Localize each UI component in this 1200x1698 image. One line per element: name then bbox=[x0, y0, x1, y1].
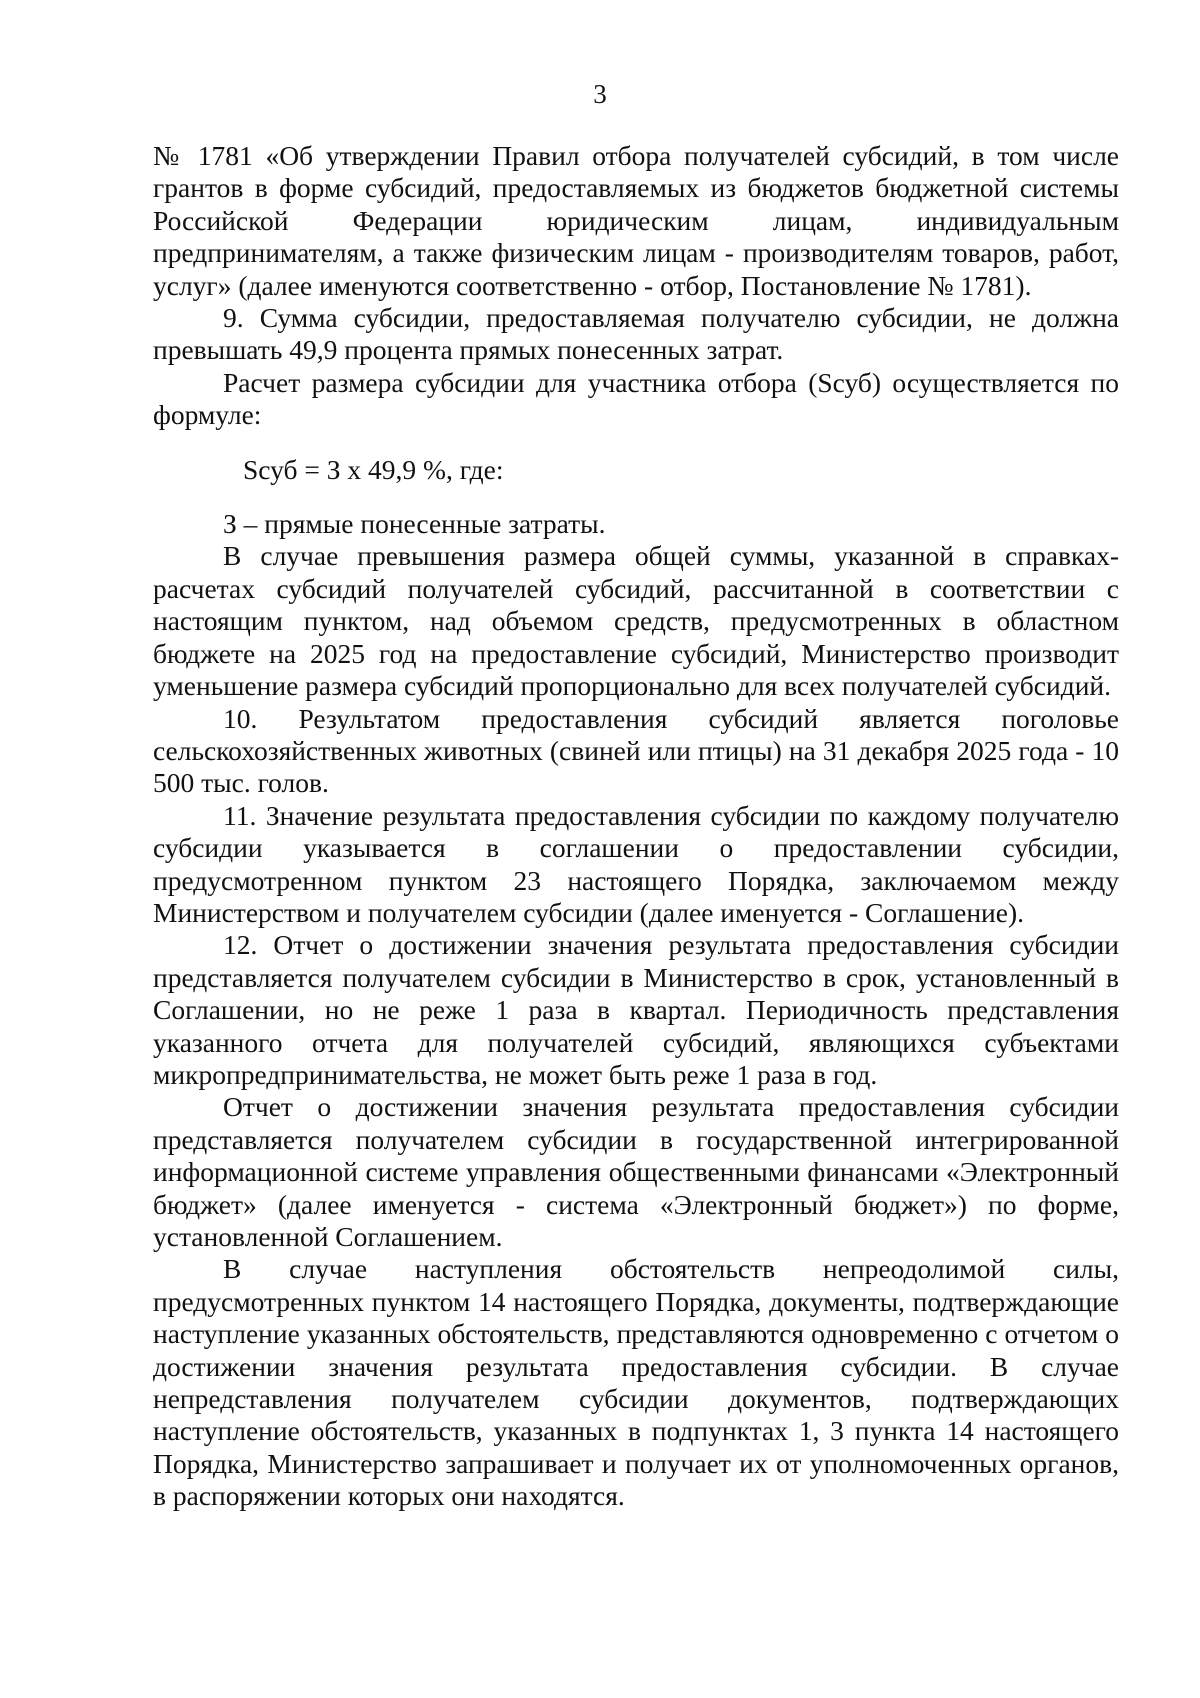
document-body bbox=[153, 140, 1119, 1513]
paragraph-item-10: 10. Результатом предоставления субсидий является поголовье сельскохозяйственных животных (свиней или птицы) на 31 декабря 2025 года - 10 500 тыс. голов. bbox=[153, 702, 1119, 799]
paragraph-force-majeure: В случае наступления обстоятельств непреодолимой силы, предусмотренных пунктом 14 настоящего Порядка, документы, подтверждающие наступление указанных обстоятельств, представляются одновременно с отчетом о достижении значения результата предоставления субсидии. В случае непредставления получателем субсидии документов, подтверждающих наступление обстоятельств, указанных в подпунктах 1, 3 пункта 14 настоящего Порядка, Министерство запрашивает и получает их от уполномоченных органов, в распоряжении которых они находятся. bbox=[153, 1253, 1119, 1512]
page-number: 3 bbox=[593, 79, 607, 109]
paragraph-item-12: 12. Отчет о достижении значения результата предоставления субсидии представляется получателем субсидии в Министерство в срок, установленный в Соглашении, но не реже 1 раза в квартал. Периодичность представления указанного отчета для получателей субсидий, являющихся субъектами микропредпринимательства, не может быть реже 1 раза в год. bbox=[153, 929, 1119, 1090]
paragraph-excess-case: В случае превышения размера общей суммы, указанной в справках-расчетах субсидий получателей субсидий, рассчитанной в соответствии с настоящим пунктом, над объемом средств, предусмотренных в областном бюджете на 2025 год на предоставление субсидий, Министерство производит уменьшение размера субсидий пропорционально для всех получателей субсидий. bbox=[153, 540, 1119, 702]
paragraph-continuation: № 1781 «Об утверждении Правил отбора получателей субсидий, в том числе грантов в форме субсидий, предоставляемых из бюджетов бюджетной системы Российской Федерации юридическим лицам, индивидуальным предпринимателям, а также физическим лицам - производителям товаров, работ, услуг» (далее именуются соответственно - отбор, Постановление № 1781). bbox=[153, 140, 1119, 301]
paragraph-item-9: 9. Сумма субсидии, предоставляемая получателю субсидии, не должна превышать 49,9 процента прямых понесенных затрат. bbox=[153, 302, 1119, 366]
paragraph-formula-definition: З – прямые понесенные затраты. bbox=[223, 508, 606, 540]
paragraph-calculation-intro: Расчет размера субсидии для участника отбора (Sсуб) осуществляется по формуле: bbox=[153, 366, 1119, 431]
subsidy-formula: Sсуб = З х 49,9 %, где: bbox=[243, 453, 504, 485]
paragraph-report-system: Отчет о достижении значения результата предоставления субсидии представляется получателем субсидии в государственной интегрированной информационной системе управления общественными финансами «Электронный бюджет» (далее именуется - система «Электронный бюджет») по форме, установленной Соглашением. bbox=[153, 1091, 1119, 1252]
paragraph-item-11: 11. Значение результата предоставления субсидии по каждому получателю субсидии указывается в соглашении о предоставлении субсидии, предусмотренном пунктом 23 настоящего Порядка, заключаемом между Министерством и получателем субсидии (далее именуется - Соглашение). bbox=[153, 799, 1119, 928]
